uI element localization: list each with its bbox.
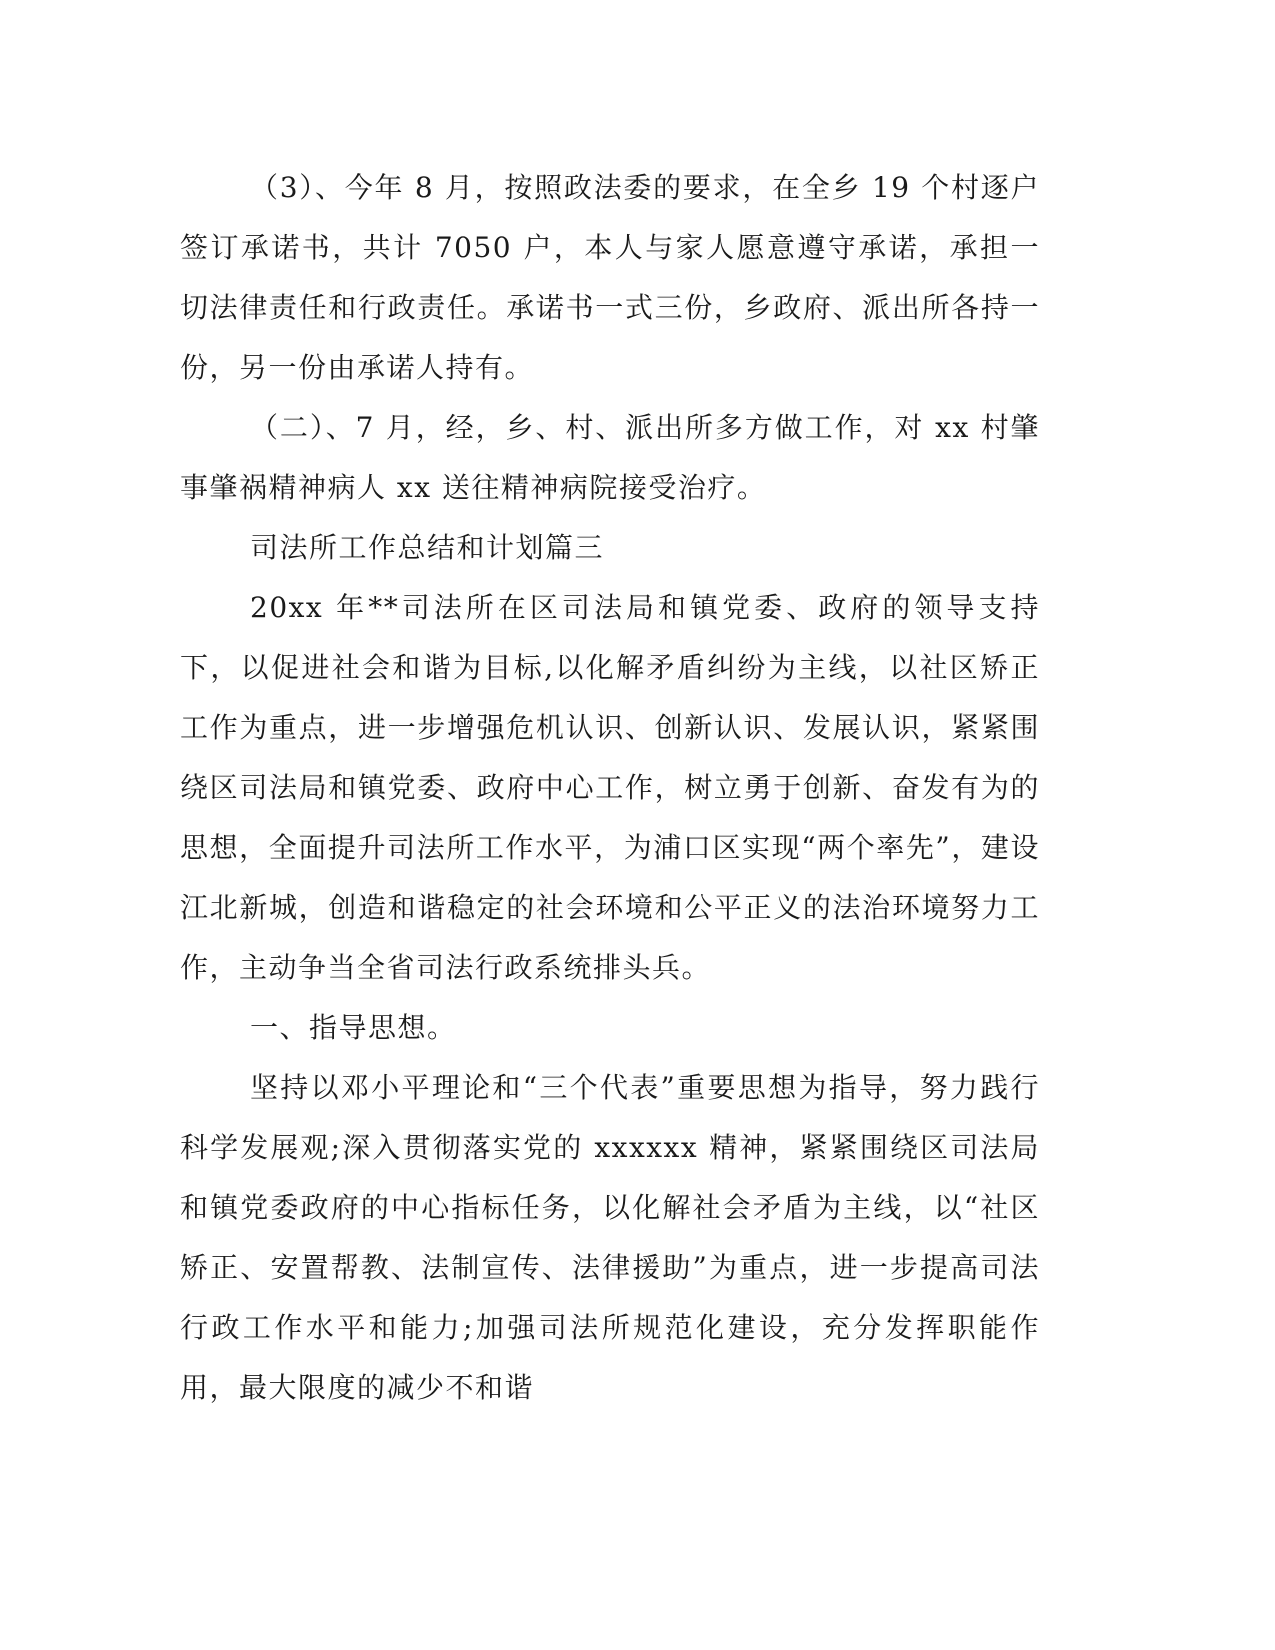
document-body — [180, 158, 1040, 1418]
paragraph-guiding-ideology: 坚持以邓小平理论和“三个代表”重要思想为指导，努力践行科学发展观;深入贯彻落实党的 xxxxxx 精神，紧紧围绕区司法局和镇党委政府的中心指标任务，以化解社会矛盾为主线，以“社区矫正、安置帮教、法制宣传、法律援助”为重点，进一步提高司法行政工作水平和能力;加强司法所规范化建设，充分发挥职能作用，最大限度的减少不和谐 — [180, 1071, 1040, 1404]
paragraph-commitment-letter: （3）、今年 8 月，按照政法委的要求，在全乡 19 个村逐户签订承诺书，共计 7050 户，本人与家人愿意遵守承诺，承担一切法律责任和行政责任。承诺书一式三份，乡政府、派出所各持一份，另一份由承诺人持有。 — [180, 171, 1040, 384]
paragraph-mental-patient-treatment: （二）、7 月，经，乡、村、派出所多方做工作，对 xx 村肇事肇祸精神病人 xx 送往精神病院接受治疗。 — [180, 411, 1040, 504]
heading-guiding-ideology: 一、指导思想。 — [250, 1011, 457, 1044]
paragraph-annual-overview: 20xx 年**司法所在区司法局和镇党委、政府的领导支持下，以促进社会和谐为目标,以化解矛盾纠纷为主线，以社区矫正工作为重点，进一步增强危机认识、创新认识、发展认识，紧紧围绕区司法局和镇党委、政府中心工作，树立勇于创新、奋发有为的思想，全面提升司法所工作水平，为浦口区实现“两个率先”，建设江北新城，创造和谐稳定的社会环境和公平正义的法治环境努力工作，主动争当全省司法行政系统排头兵。 — [180, 591, 1040, 984]
section-title: 司法所工作总结和计划篇三 — [250, 531, 605, 564]
